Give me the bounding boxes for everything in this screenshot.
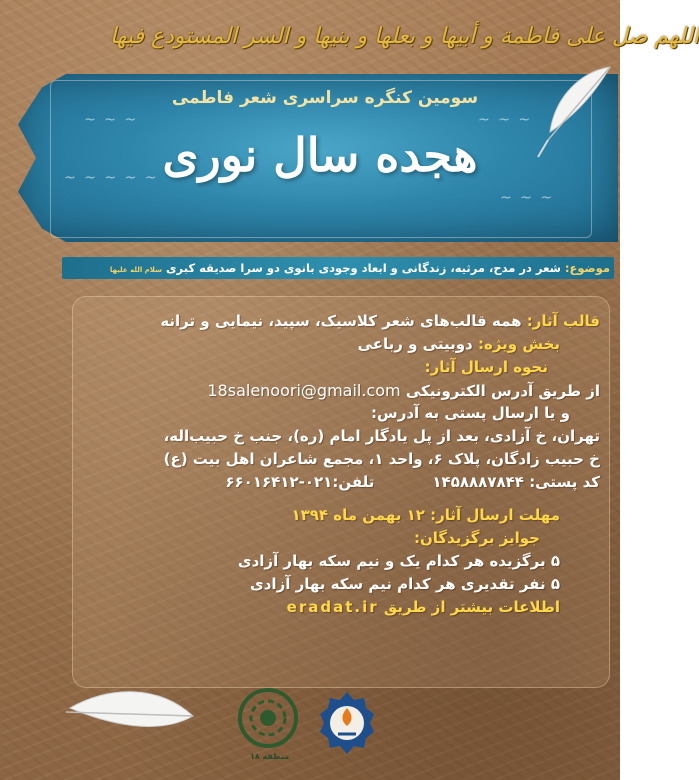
deadline-line: [70, 504, 600, 527]
subject-label: موضوع:: [564, 261, 610, 275]
decor-squiggle-right-top: ~ ~ ~: [478, 112, 533, 128]
submission-heading: نحوه ارسال آثار:: [424, 358, 548, 376]
address-line-1: تهران، خ آزادی، بعد از پل یادگار امام (ره)، جنب خ حبیب‌اله،: [163, 427, 600, 445]
postal-phone-line: [70, 471, 600, 494]
header-calligraphy: اللهم صل علی فاطمة و أبیها و بعلها و بنیها و السر المستودع فیها: [110, 24, 699, 49]
feather-bottom-left-icon: [58, 676, 198, 756]
poets-assembly-logo-icon: [316, 690, 378, 756]
decor-squiggle-left-top: ~ ~ ~: [84, 112, 139, 128]
feather-top-right-icon: [520, 62, 620, 162]
special-line: [70, 333, 600, 356]
phone-label: تلفن:: [332, 473, 375, 491]
postal-intro: و یا ارسال پستی به آدرس:: [371, 404, 570, 422]
forms-label: قالب آثار:: [526, 312, 600, 330]
forms-line: [70, 310, 600, 333]
email-intro: از طریق آدرس الکترونیکی: [400, 382, 600, 400]
special-label: بخش ویژه:: [477, 335, 560, 353]
prizes-heading: جوایز برگزیدگان:: [413, 529, 540, 547]
subject-salute: سلام الله علیها: [109, 266, 162, 274]
subject-text: شعر در مدح، مرثیه، زندگانی و ابعاد وجودی بانوی دو سرا صدیقه کبری: [162, 261, 565, 275]
prize-1: ۵ برگزیده هر کدام یک و نیم سکه بهار آزادی: [237, 552, 560, 570]
subject-line: [66, 257, 610, 279]
deadline-value: ۱۲ بهمن ماه ۱۳۹۴: [291, 506, 431, 524]
phone-number: ۰۲۱-۶۶۰۱۶۴۱۲: [225, 473, 333, 491]
banner-title: هجده سال نوری: [162, 128, 478, 182]
special-value: دوبیتی و رباعی: [357, 335, 478, 353]
more-info-line: [70, 596, 600, 619]
forms-value: همه قالب‌های شعر کلاسیک، سپید، نیمایی و ترانه: [160, 312, 527, 330]
decor-squiggle-left-bottom: ~ ~ ~ ~ ~: [64, 170, 159, 186]
postal-code-label: کد پستی:: [529, 473, 600, 491]
decor-squiggle-right-bottom: ~ ~ ~: [500, 190, 555, 206]
banner-subtitle: سومین کنگره سراسری شعر فاطمی: [171, 88, 479, 108]
details: [70, 310, 600, 619]
district-18-caption: منطقه ۱۸: [250, 752, 290, 761]
email-line: [70, 379, 600, 402]
address-line-2: خ حبیب زادگان، پلاک ۶، واحد ۱، مجمع شاعران اهل بیت (ع): [163, 450, 600, 468]
more-info-label: اطلاعات بیشتر از طریق: [378, 598, 560, 616]
postal-code: ۱۴۵۸۸۸۷۸۴۴: [432, 473, 524, 491]
website-link[interactable]: eradat.ir: [286, 598, 379, 616]
prize-2: ۵ نفر تقدیری هر کدام نیم سکه بهار آزادی: [249, 575, 560, 593]
email-address: 18salenoori@gmail.com: [207, 381, 401, 400]
district-18-logo-icon: [236, 686, 300, 750]
deadline-label: مهلت ارسال آثار:: [430, 506, 560, 524]
